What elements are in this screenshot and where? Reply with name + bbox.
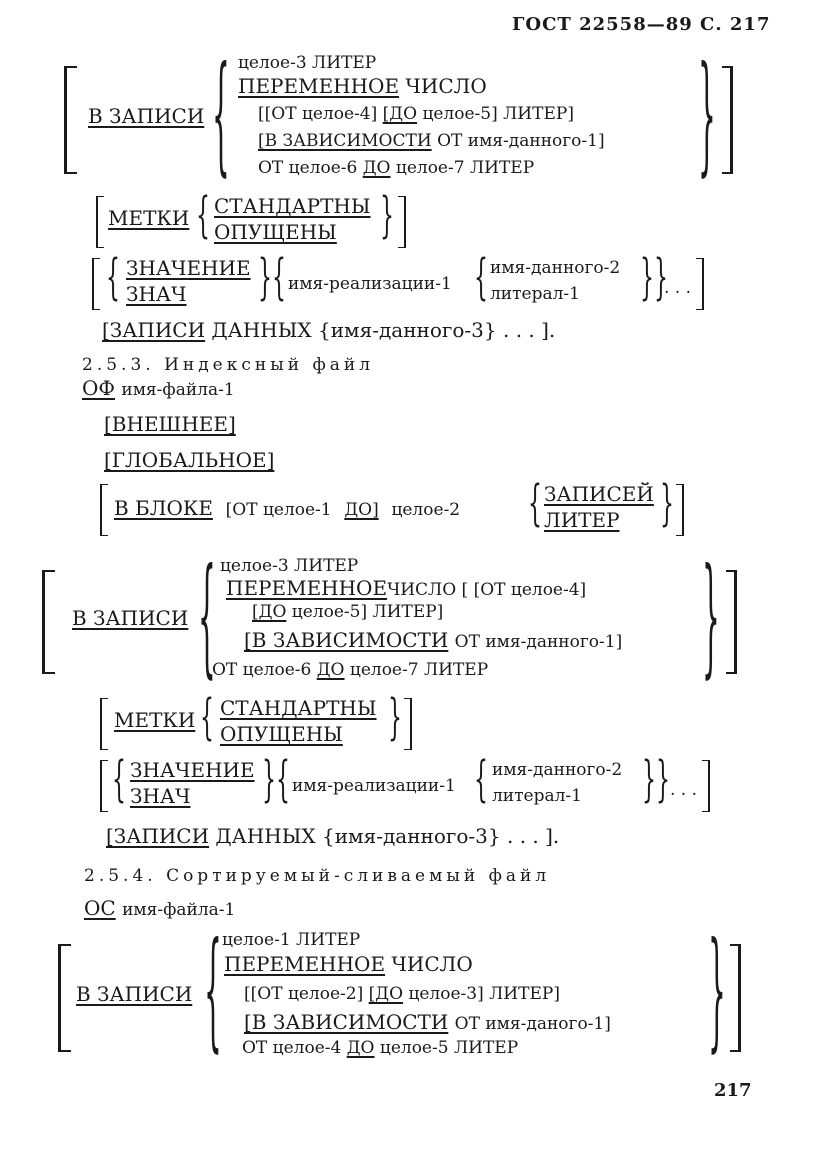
to-keyword: ДО [346,1038,375,1058]
right-brace-3: } [708,914,726,1066]
implementation-name-2: имя-реализации-1 [292,776,456,796]
variable-keyword: ПЕРЕМЕННОЕ [238,74,400,98]
omitted-keyword-2: ОПУЩЕНЫ [220,722,343,746]
standard-keyword: СТАНДАРТНЫ [214,194,371,218]
depending-rest: ОТ имя-данного-1] [454,632,623,652]
file-name: имя-файла-1 [122,900,236,920]
right-brace: } [698,38,716,191]
of-keyword: ОФ [82,376,115,400]
ellipsis-2: . . . [670,780,698,800]
records-keyword: ЗАПИСЕЙ [544,482,654,506]
block-left-bracket [100,484,108,536]
outer-left-bracket-2 [42,570,55,674]
option-from-int4-3 [242,1040,518,1057]
file-name: имя-файла-1 [121,380,235,400]
block-to-keyword: ДО] [344,500,379,520]
option-to-2 [252,604,443,621]
omitted-keyword: ОПУЩЕНЫ [214,220,337,244]
left-brace: { [212,38,230,191]
value-right-brace-2: }{ [262,753,290,809]
val-short-keyword-2: ЗНАЧ [130,784,191,808]
in-records-keyword-3: В ЗАПИСИ [76,982,193,1006]
value-left-bracket-2 [100,760,108,812]
data-name-2-b: имя-данного-2 [492,760,623,780]
option-from-int6-2 [212,662,488,679]
option-from-to-3 [244,986,560,1003]
left-brace-2: { [198,540,216,692]
outer-right-bracket [722,66,733,174]
depending-rest: ОТ имя-даного-1] [454,1014,611,1034]
right-brace-2: } [702,540,720,692]
option-depending [258,133,605,150]
value-left-brace-2: { [112,753,126,809]
to-keyword: ДО [362,158,391,178]
data-records-keyword: [ЗАПИСИ [102,318,206,342]
to-keyword: [ДО [382,104,418,124]
running-title: ГОСТ 22558—89 С. 217 [512,14,771,35]
number-word: ЧИСЛО [391,952,473,976]
option-variable-2 [226,578,586,599]
literal-1: литерал-1 [490,284,580,304]
block-right-brace: } [660,477,674,533]
section-heading-indexed-file: 2.5.3. Индексный файл [82,355,375,375]
block-line [114,498,460,519]
depending-rest: ОТ имя-данного-1] [437,131,605,151]
depending-keyword: [В ЗАВИСИМОСТИ [258,131,432,151]
value-right-brace: }{ [258,251,286,307]
outer-left-bracket-3 [58,944,71,1052]
to-int-7: целое-7 ЛИТЕР [395,158,535,178]
value-left-brace: { [106,251,120,307]
data-records-rest: ДАННЫХ {имя-данного-3} . . . ]. [211,318,556,342]
implementation-name: имя-реализации-1 [288,274,452,294]
number-from-clause: ЧИСЛО [ [ОТ целое-4] [387,580,587,600]
to-int-5: целое-5 ЛИТЕР [379,1038,519,1058]
labels-left-bracket [96,196,104,248]
option-integer-liter-2: целое-3 ЛИТЕР [220,556,359,576]
labels-keyword: МЕТКИ [108,206,190,230]
option-from-int6 [258,160,534,177]
data-name-left-brace-2: { [474,753,488,809]
block-keyword: В БЛОКЕ [114,496,213,520]
to-keyword: [ДО [252,602,287,622]
to-clause-rest: целое-5] ЛИТЕР] [291,602,444,622]
option-integer-liter: целое-3 ЛИТЕР [238,53,377,73]
in-records-keyword: В ЗАПИСИ [88,104,205,128]
from-clause: [[ОТ целое-2] [244,984,364,1004]
from-int-6: ОТ целое-6 [212,660,312,680]
block-from: [ОТ целое-1 [225,500,332,520]
to-keyword: [ДО [368,984,404,1004]
option-variable [238,76,487,96]
option-variable-3 [224,954,473,974]
left-brace-3: { [204,914,222,1066]
external-keyword: [ВНЕШНЕЕ] [104,412,236,436]
to-clause-rest: целое-5] ЛИТЕР] [422,104,574,124]
data-records-keyword: [ЗАПИСИ [106,824,210,848]
variable-keyword: ПЕРЕМЕННОЕ [224,952,386,976]
block-right-bracket [676,484,684,536]
val-short-keyword: ЗНАЧ [126,282,187,306]
value-right-bracket-2 [702,760,710,812]
outer-left-bracket [64,66,77,174]
labels-right-brace: } [380,189,394,245]
from-int-6: ОТ целое-6 [258,158,358,178]
value-keyword: ЗНАЧЕНИЕ [126,256,251,280]
section-heading-sort-merge-file: 2.5.4. Сортируемый-сливаемый файл [84,866,551,886]
os-keyword: ОС [84,896,116,920]
block-int-2: целое-2 [391,500,461,520]
labels-left-brace: { [196,189,210,245]
data-records-rest: ДАННЫХ {имя-данного-3} . . . ]. [215,824,560,848]
outer-right-bracket-2 [726,570,737,674]
option-depending-2 [244,630,622,651]
depending-keyword: [В ЗАВИСИМОСТИ [244,628,449,652]
labels-right-brace-2: } [388,691,402,747]
labels-left-brace-2: { [200,691,214,747]
to-clause-rest: целое-3] ЛИТЕР] [408,984,560,1004]
data-name-right-brace: }} [640,251,668,307]
to-keyword: ДО [316,660,345,680]
literal-1-b: литерал-1 [492,786,582,806]
block-left-brace: { [528,477,542,533]
value-keyword-2: ЗНАЧЕНИЕ [130,758,255,782]
standard-keyword-2: СТАНДАРТНЫ [220,696,377,720]
data-records-line [102,320,555,340]
labels-right-bracket-2 [404,698,412,750]
depending-keyword: [В ЗАВИСИМОСТИ [244,1010,449,1034]
labels-left-bracket-2 [100,698,108,750]
data-records-line-2 [106,826,559,846]
liter-keyword: ЛИТЕР [544,508,620,532]
of-line [82,378,235,399]
ellipsis: . . . [664,278,692,298]
data-name-left-brace: { [474,251,488,307]
to-int-7: целое-7 ЛИТЕР [349,660,489,680]
labels-right-bracket [398,196,406,248]
value-left-bracket [92,258,100,310]
labels-keyword-2: МЕТКИ [114,708,196,732]
variable-keyword: ПЕРЕМЕННОЕ [226,576,388,600]
in-records-keyword-2: В ЗАПИСИ [72,606,189,630]
data-name-2: имя-данного-2 [490,258,621,278]
number-word: ЧИСЛО [405,74,487,98]
outer-right-bracket-3 [730,944,741,1052]
value-right-bracket [696,258,704,310]
option-integer-liter-3: целое-1 ЛИТЕР [222,930,361,950]
option-depending-3 [244,1012,611,1033]
global-keyword: [ГЛОБАЛЬНОЕ] [104,448,275,472]
data-name-right-brace-2: }} [642,753,670,809]
page-number: 217 [714,1080,752,1101]
option-from-to [258,106,574,123]
from-clause: [[ОТ целое-4] [258,104,378,124]
from-int-4: ОТ целое-4 [242,1038,342,1058]
